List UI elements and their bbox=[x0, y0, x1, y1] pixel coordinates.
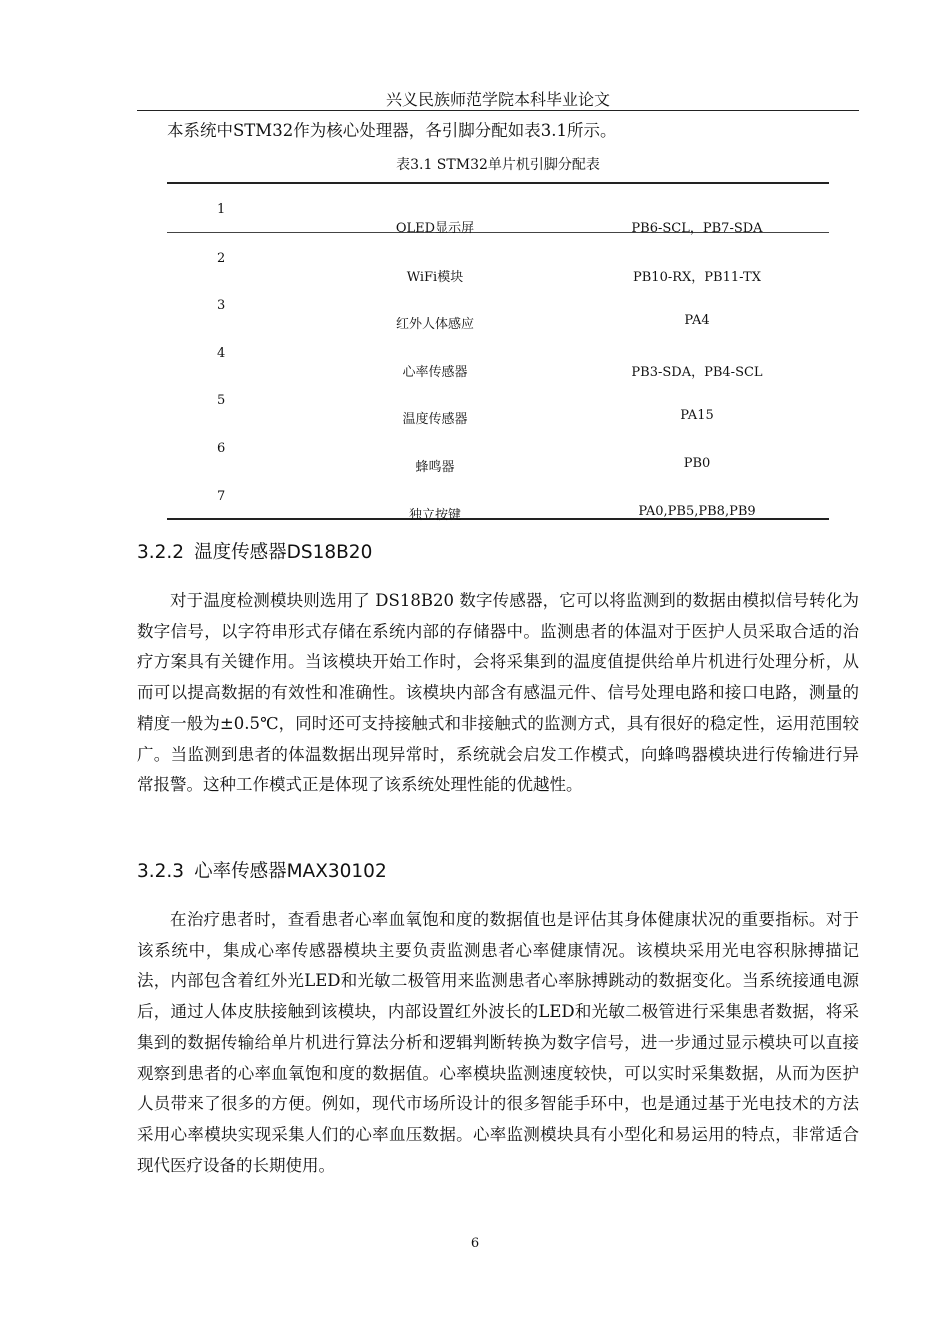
pin-assignment: PA15 bbox=[680, 408, 714, 424]
pin-assignment-table bbox=[167, 182, 829, 523]
pin-assignment: PB0 bbox=[683, 455, 711, 471]
page-number: 6 bbox=[470, 1236, 480, 1251]
section-title: 温度传感器DS18B20 bbox=[194, 542, 373, 563]
row-number: 4 bbox=[217, 345, 226, 361]
pin-assignment: PB6-SCL，PB7-SDA bbox=[631, 221, 763, 236]
row-number: 6 bbox=[217, 440, 226, 456]
module-name: WiFi模块 bbox=[406, 269, 464, 285]
section-heading-3-2-3 bbox=[137, 860, 387, 884]
pin-assignment: PB3-SDA，PB4-SCL bbox=[631, 364, 763, 380]
table-row bbox=[167, 471, 829, 523]
module-name: OLED显示屏 bbox=[395, 221, 475, 236]
pin-assignment: PA4 bbox=[684, 313, 710, 329]
row-number: 5 bbox=[217, 393, 226, 409]
paragraph: 在治疗患者时，查看患者心率血氧饱和度的数据值也是评估其身体健康状况的重要指标。对于该系统中，集成心率传感器模块主要负责监测患者心率健康情况。该模块采用光电容积脉搏描记法，内部包含着红外光LED和光敏二极管用来监测患者心率脉搏跳动的数据变化。当系统接通电源后，通过人体皮肤接触到该模块，内部设置红外波长的LED和光敏二极管进行采集患者数据，将采集到的数据传输给单片机进行算法分析和逻辑判断转换为数字信号，进一步通过显示模块可以直接观察到患者的心率血氧饱和度的数据值。心率模块监测速度较快，可以实时采集数据，从而为医护人员带来了很多的方便。例如，现代市场所设计的很多智能手环中，也是通过基于光电技术的方法采用心率模块实现采集人们的心率血压数据。心率监测模块具有小型化和易运用的特点，非常适合现代医疗设备的长期使用。 bbox=[137, 910, 859, 1175]
table-caption: 表3.1 STM32单片机引脚分配表 bbox=[396, 157, 600, 173]
module-name: 红外人体感应 bbox=[395, 317, 474, 333]
section-heading-3-2-2 bbox=[137, 541, 372, 565]
section-number: 3.2.3 bbox=[137, 861, 185, 882]
section-3-2-2-body bbox=[137, 586, 859, 801]
table-row bbox=[167, 375, 829, 428]
header-rule bbox=[137, 110, 859, 111]
table-row bbox=[167, 184, 829, 236]
row-number: 1 bbox=[217, 202, 226, 217]
table-row bbox=[167, 328, 829, 380]
module-name: 心率传感器 bbox=[402, 364, 468, 380]
module-name: 独立按键 bbox=[408, 507, 461, 523]
table-row bbox=[167, 233, 829, 285]
section-title: 心率传感器MAX30102 bbox=[194, 861, 387, 882]
table-row bbox=[167, 280, 829, 333]
module-name: 温度传感器 bbox=[402, 412, 468, 428]
section-3-2-3-body bbox=[137, 905, 859, 1181]
row-number: 3 bbox=[217, 298, 226, 314]
section-number: 3.2.2 bbox=[137, 542, 185, 563]
pin-assignment: PA0,PB5,PB8,PB9 bbox=[638, 503, 756, 519]
intro-sentence: 本系统中STM32作为核心处理器，各引脚分配如表3.1所示。 bbox=[167, 121, 617, 140]
pin-assignment: PB10-RX，PB11-TX bbox=[633, 269, 761, 285]
row-number: 7 bbox=[217, 488, 226, 504]
module-name: 蜂鸣器 bbox=[415, 459, 455, 475]
table-row bbox=[167, 423, 829, 475]
running-header: 兴义民族师范学院本科毕业论文 bbox=[385, 90, 610, 109]
paragraph: 对于温度检测模块则选用了 DS18B20 数字传感器，它可以将监测到的数据由模拟信号转化为数字信号，以字符串形式存储在系统内部的存储器中。监测患者的体温对于医护人员采取合适的治疗方案具有关键作用。当该模块开始工作时，会将采集到的温度值提供给单片机进行处理分析，从而可以提高数据的有效性和准确性。该模块内部含有感温元件、信号处理电路和接口电路，测量的精度一般为±0.5℃，同时还可支持接触式和非接触式的监测方式，具有很好的稳定性，运用范围较广。当监测到患者的体温数据出现异常时，系统就会启发工作模式，向蜂鸣器模块进行传输进行异常报警。这种工作模式正是体现了该系统处理性能的优越性。 bbox=[137, 591, 859, 795]
row-number: 2 bbox=[217, 250, 226, 266]
